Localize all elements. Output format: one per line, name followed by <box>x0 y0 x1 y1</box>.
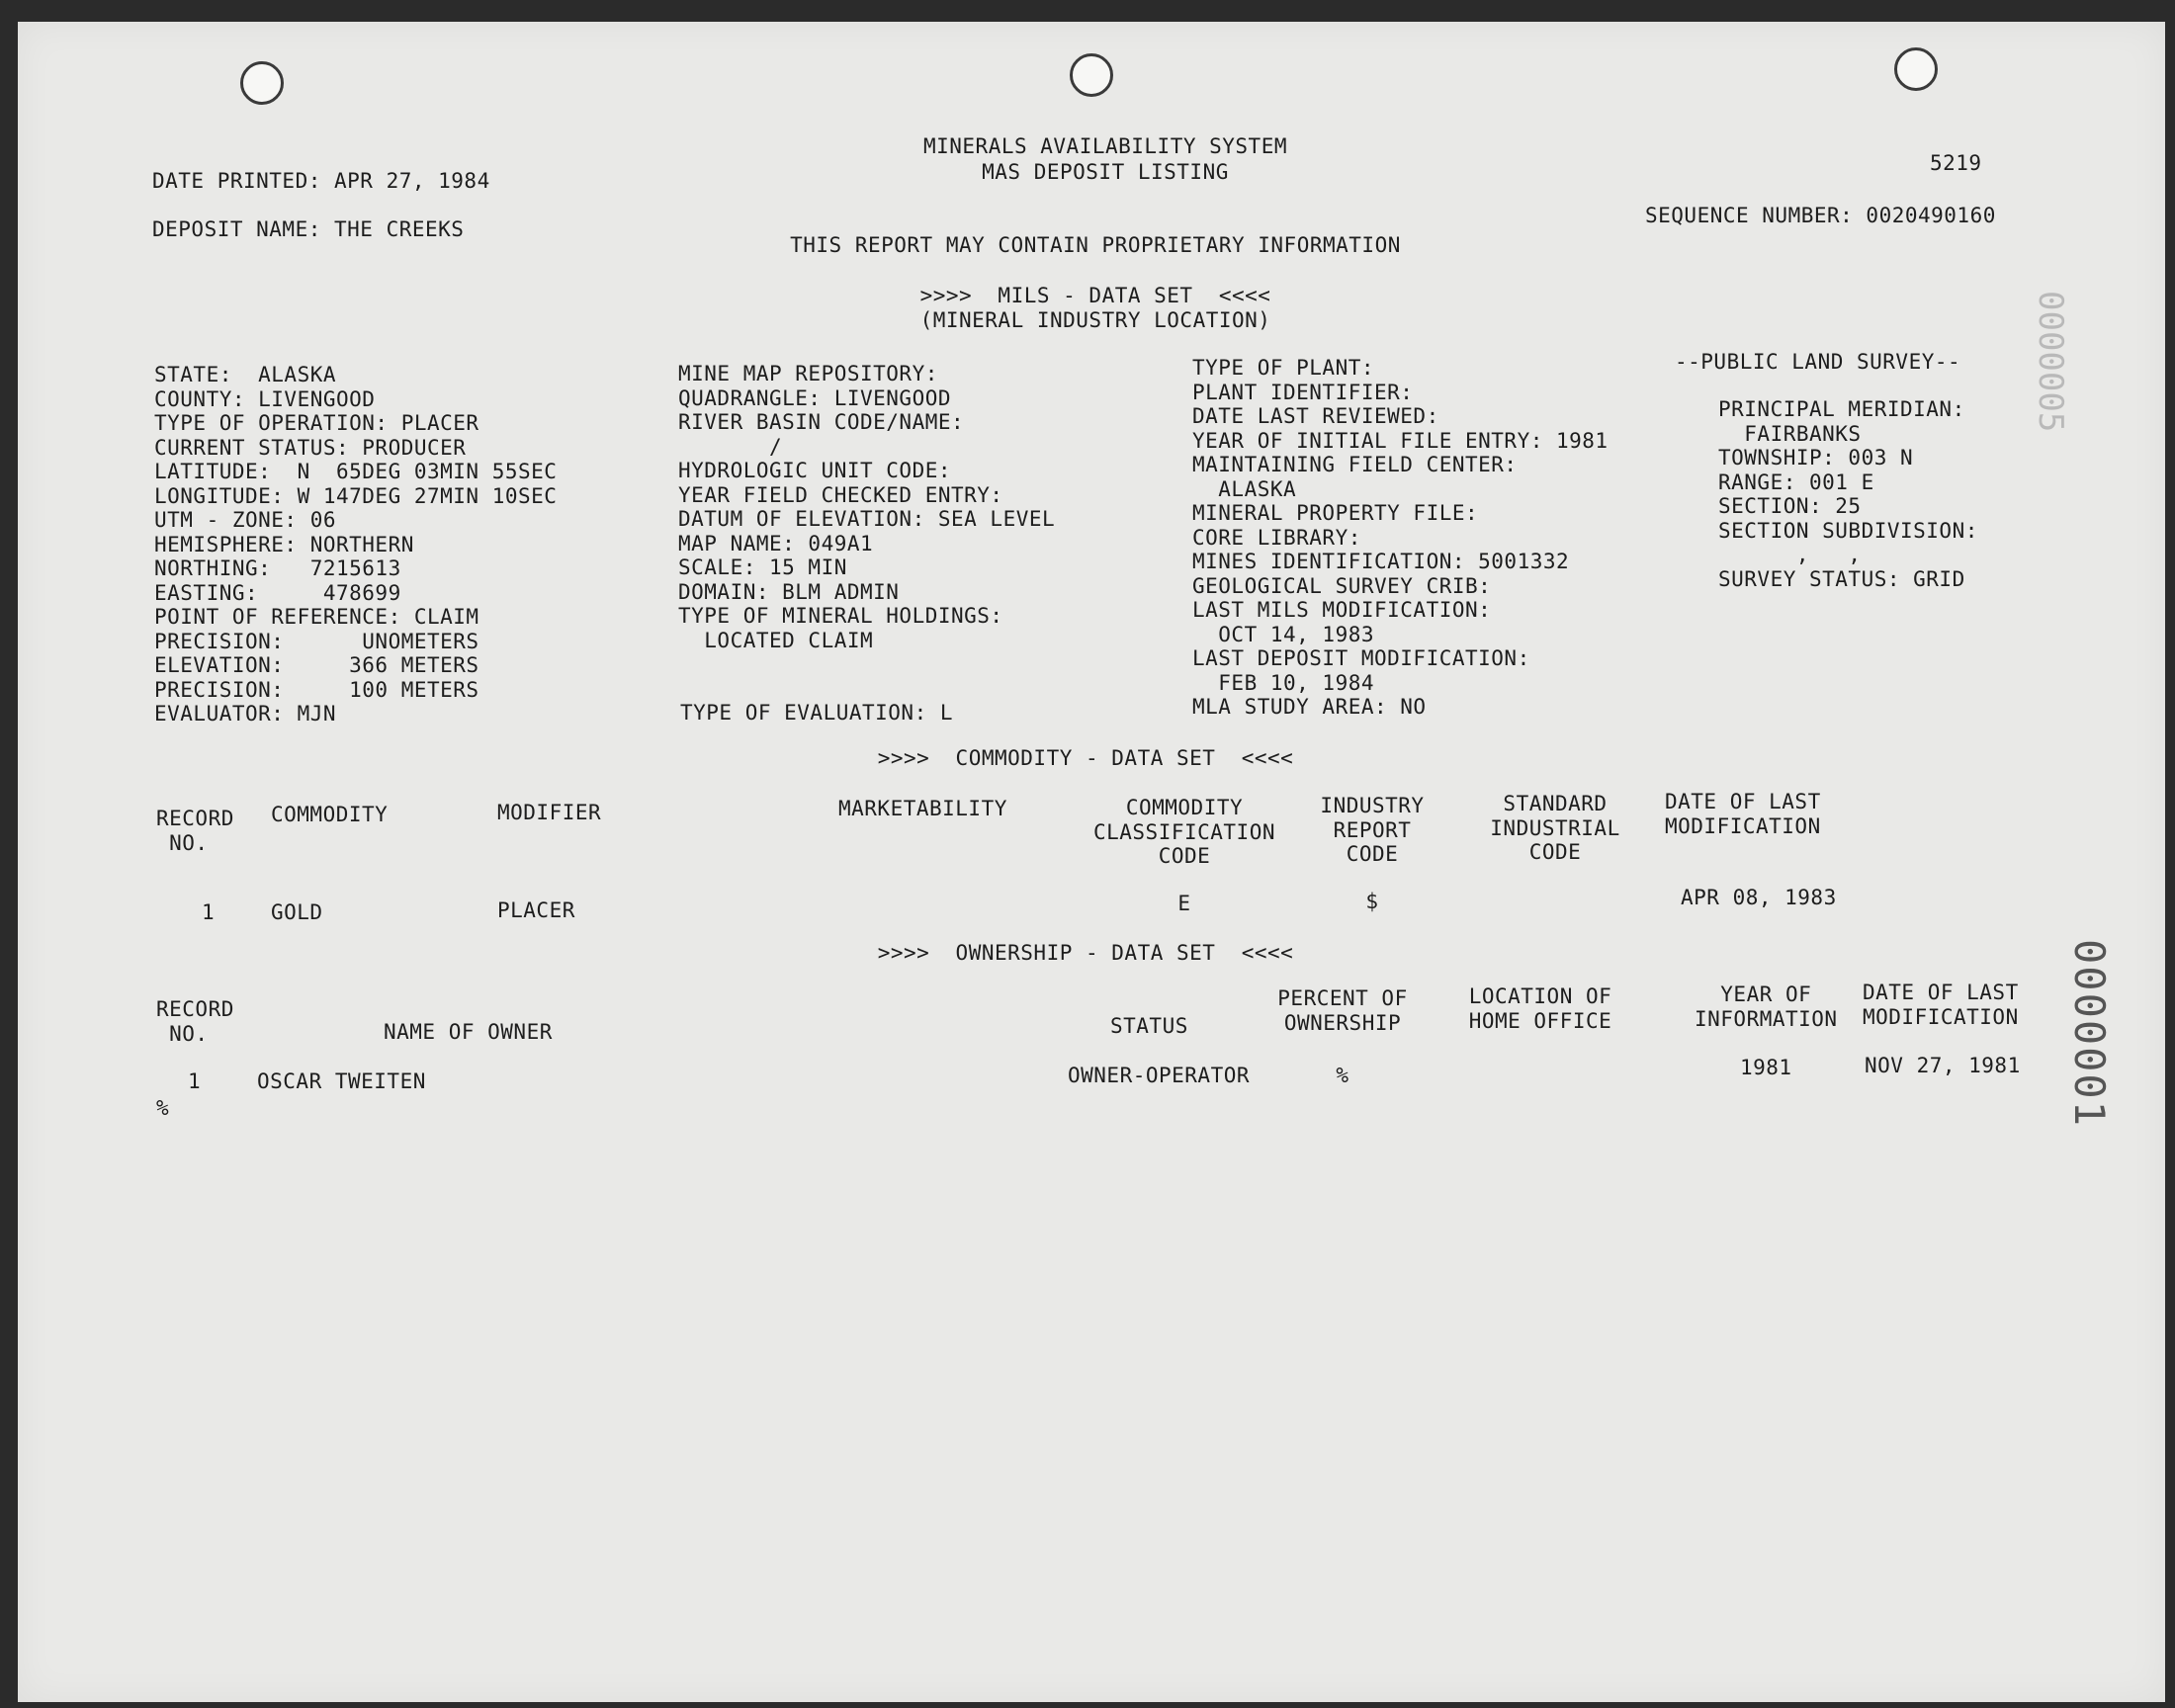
mils-field: / <box>678 434 783 459</box>
mils-field: FEB 10, 1984 <box>1192 670 1375 695</box>
ownership-trailer: % <box>156 1096 170 1120</box>
sequence-number: SEQUENCE NUMBER: 0020490160 <box>1645 204 1996 227</box>
ownership-section-title: >>>> OWNERSHIP - DATA SET <<<< <box>877 941 1294 965</box>
mils-field: EVALUATOR: MJN <box>154 702 337 726</box>
public-land-survey-column <box>1718 397 1978 591</box>
mils-section-title: >>>> MILS - DATA SET <<<< <box>919 284 1271 307</box>
mils-field: ELEVATION: 366 METERS <box>154 653 479 677</box>
mils-field: RIVER BASIN CODE/NAME: <box>678 410 965 434</box>
ownership-year-header: YEAR OF INFORMATION <box>1695 982 1838 1031</box>
mils-section-subtitle: (MINERAL INDUSTRY LOCATION) <box>919 308 1271 332</box>
mils-field: MAINTAINING FIELD CENTER: <box>1192 453 1518 476</box>
mils-field: YEAR OF INITIAL FILE ENTRY: 1981 <box>1192 428 1609 453</box>
proprietary-notice: THIS REPORT MAY CONTAIN PROPRIETARY INFORMATION <box>790 233 1401 257</box>
mils-field: DATE LAST REVIEWED: <box>1192 404 1439 428</box>
mils-field: TYPE OF MINERAL HOLDINGS: <box>678 604 1003 628</box>
mils-field: MINE MAP REPOSITORY: <box>678 362 938 385</box>
survey-field: SURVEY STATUS: GRID <box>1718 566 1965 591</box>
survey-field: PRINCIPAL MERIDIAN: <box>1718 397 1965 421</box>
faint-page-stamp: 0000005 <box>2031 291 2070 433</box>
mils-field: GEOLOGICAL SURVEY CRIB: <box>1192 573 1492 598</box>
mils-field: NORTHING: 7215613 <box>154 556 401 580</box>
mils-field: LAST MILS MODIFICATION: <box>1192 598 1492 622</box>
mils-location-column <box>154 363 557 726</box>
mils-field: MAP NAME: 049A1 <box>678 531 874 555</box>
mils-field: MINES IDENTIFICATION: 5001332 <box>1192 550 1570 573</box>
commodity-modifier: PLACER <box>497 898 575 922</box>
owner-status: OWNER-OPERATOR <box>1068 1064 1251 1087</box>
commodity-marketability-header: MARKETABILITY <box>838 797 1007 820</box>
commodity-classification-header: COMMODITY CLASSIFICATION CODE <box>1092 796 1275 868</box>
mils-field: DATUM OF ELEVATION: SEA LEVEL <box>678 507 1056 531</box>
survey-field: RANGE: 001 E <box>1718 470 1874 494</box>
mils-field: YEAR FIELD CHECKED ENTRY: <box>678 482 1003 507</box>
mils-field: POINT OF REFERENCE: CLAIM <box>154 605 479 629</box>
mils-map-column <box>678 362 1055 652</box>
page-number: 5219 <box>1930 151 1982 175</box>
mils-field: STATE: ALASKA <box>154 363 337 386</box>
mils-field: LONGITUDE: W 147DEG 27MIN 10SEC <box>154 483 558 508</box>
commodity-industry-code: $ <box>1365 890 1379 913</box>
binder-hole-left <box>240 61 284 105</box>
mils-field: PRECISION: UNOMETERS <box>154 629 479 653</box>
commodity-classification-code: E <box>1177 892 1191 915</box>
document-page <box>18 22 2165 1702</box>
date-printed: DATE PRINTED: APR 27, 1984 <box>152 169 490 193</box>
ownership-record-no: 1 <box>188 1069 202 1093</box>
page-number-stamp: 0000001 <box>2065 939 2114 1129</box>
mils-field: PLANT IDENTIFIER: <box>1192 380 1414 404</box>
system-title: MINERALS AVAILABILITY SYSTEM <box>922 134 1287 158</box>
mils-field: LATITUDE: N 65DEG 03MIN 55SEC <box>154 460 558 483</box>
mils-field: MLA STUDY AREA: NO <box>1192 695 1427 719</box>
ownership-percent-header: PERCENT OF OWNERSHIP <box>1277 986 1408 1035</box>
binder-hole-right <box>1894 47 1938 91</box>
ownership-year: 1981 <box>1740 1056 1792 1079</box>
commodity-last-mod-header: DATE OF LAST MODIFICATION <box>1665 790 1821 838</box>
binder-hole-center <box>1070 53 1113 97</box>
survey-field: FAIRBANKS <box>1718 421 1862 446</box>
commodity-last-mod-date: APR 08, 1983 <box>1681 886 1837 909</box>
ownership-last-mod-date: NOV 27, 1981 <box>1865 1054 2021 1077</box>
mils-field: COUNTY: LIVENGOOD <box>154 386 376 411</box>
mils-field: PRECISION: 100 METERS <box>154 677 479 702</box>
mils-field: UTM - ZONE: 06 <box>154 508 337 532</box>
commodity-sic-header: STANDARD INDUSTRIAL CODE <box>1490 792 1620 864</box>
mils-field: EASTING: 478699 <box>154 580 401 605</box>
deposit-name: DEPOSIT NAME: THE CREEKS <box>152 217 465 241</box>
mils-field: HYDROLOGIC UNIT CODE: <box>678 459 952 482</box>
mils-field: CURRENT STATUS: PRODUCER <box>154 435 467 460</box>
commodity-section-title: >>>> COMMODITY - DATA SET <<<< <box>877 746 1294 770</box>
mils-field: HEMISPHERE: NORTHERN <box>154 532 414 556</box>
ownership-percent: % <box>1336 1064 1349 1087</box>
mils-field: ALASKA <box>1192 476 1297 501</box>
ownership-status-header: STATUS <box>1110 1014 1188 1038</box>
mils-field: TYPE OF OPERATION: PLACER <box>154 411 479 435</box>
survey-field: SECTION SUBDIVISION: <box>1718 518 1978 543</box>
mils-field: CORE LIBRARY: <box>1192 525 1361 550</box>
commodity-modifier-header: MODIFIER <box>497 801 602 824</box>
commodity-record-no: 1 <box>202 900 216 924</box>
mils-plant-column <box>1192 356 1609 720</box>
ownership-name-header: NAME OF OWNER <box>384 1020 553 1044</box>
owner-name: OSCAR TWEITEN <box>257 1069 426 1093</box>
ownership-location-header: LOCATION OF HOME OFFICE <box>1468 984 1612 1033</box>
type-of-evaluation: TYPE OF EVALUATION: L <box>680 701 954 725</box>
mils-field: LAST DEPOSIT MODIFICATION: <box>1192 646 1530 670</box>
mils-field: LOCATED CLAIM <box>678 628 874 652</box>
mils-field: SCALE: 15 MIN <box>678 555 847 579</box>
survey-field: , , <box>1718 543 1862 566</box>
commodity-name-header: COMMODITY <box>271 803 389 826</box>
commodity-industry-header: INDUSTRY REPORT CODE <box>1320 794 1425 866</box>
ownership-record-header: RECORD NO. <box>156 997 234 1046</box>
mils-field: DOMAIN: BLM ADMIN <box>678 579 900 604</box>
survey-field: SECTION: 25 <box>1718 494 1862 518</box>
commodity-name: GOLD <box>271 900 323 924</box>
commodity-record-header: RECORD NO. <box>156 807 234 855</box>
mils-field: QUADRANGLE: LIVENGOOD <box>678 385 952 410</box>
mils-field: TYPE OF PLANT: <box>1192 356 1375 380</box>
survey-field: TOWNSHIP: 003 N <box>1718 446 1914 470</box>
public-land-survey-title: --PUBLIC LAND SURVEY-- <box>1675 350 1961 374</box>
mils-field: MINERAL PROPERTY FILE: <box>1192 501 1479 525</box>
listing-title: MAS DEPOSIT LISTING <box>982 160 1229 184</box>
ownership-last-mod-header: DATE OF LAST MODIFICATION <box>1863 981 2019 1029</box>
mils-field: OCT 14, 1983 <box>1192 622 1375 646</box>
